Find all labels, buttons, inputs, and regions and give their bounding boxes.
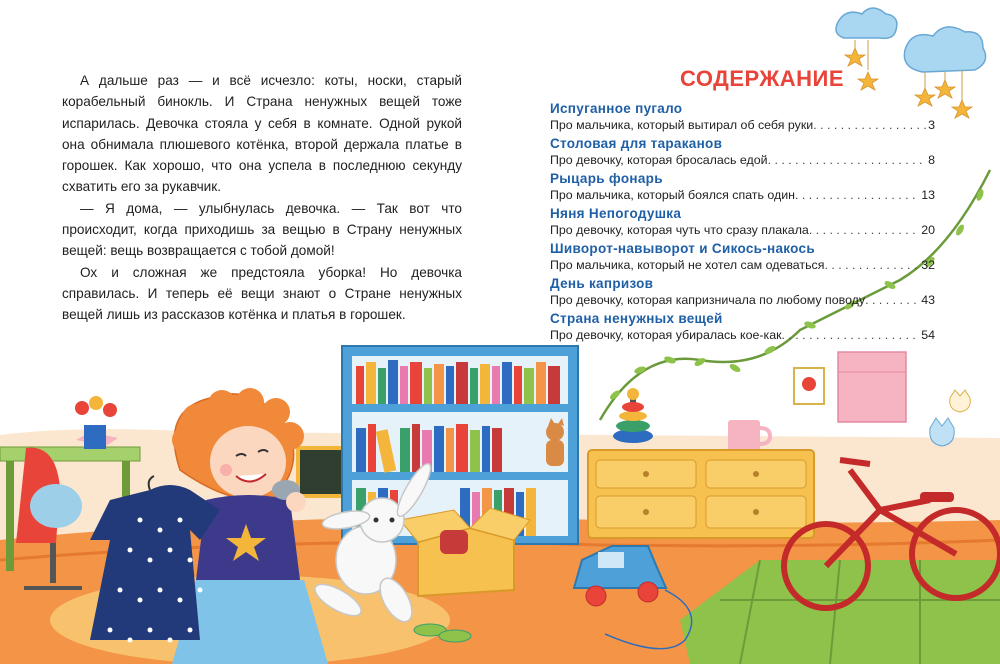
- toc-entry-title: Столовая для тараканов: [550, 136, 723, 151]
- slipper: [439, 630, 471, 642]
- toc-entry[interactable]: [550, 240, 935, 275]
- toc-page-number: 20: [921, 223, 935, 237]
- toc-entry[interactable]: [550, 170, 935, 205]
- stacking-toy: [613, 388, 653, 443]
- story-paragraph: Ох и сложная же предстояла уборка! Но девочка справилась. И теперь её вещи знают о Стране ненужных вещей лишь из рассказов котёнка и платья в горошек.: [62, 264, 462, 323]
- toc-page-number: 8: [928, 153, 935, 167]
- toc-entry[interactable]: [550, 100, 935, 135]
- toc-entry-description: Про мальчика, который вытирал об себя руки: [550, 118, 814, 132]
- dresser: [588, 450, 814, 538]
- contents-heading: СОДЕРЖАНИЕ: [680, 66, 845, 91]
- story-paragraph: — Я дома, — улыбнулась девочка. — Так вот что происходит, когда приходишь за вещью в Страну ненужных вещей: вещь возвращается с тобой домой!: [62, 200, 462, 259]
- toc-leader-dots: [813, 117, 926, 134]
- toc-page-number: 13: [921, 188, 935, 202]
- flower-pot: [84, 425, 106, 449]
- toc-entry-title: Шиворот-навыворот и Сикось-накось: [550, 241, 815, 256]
- toc-page-number: 32: [921, 258, 935, 272]
- toc-leader-dots: [824, 257, 919, 274]
- chalkboard: [298, 448, 348, 496]
- story-paragraph: А дальше раз — и всё исчезло: коты, носки, старый корабельный бинокль. И Страна ненужных вещей тоже испарилась. Девочка стояла у себя в комнате. Одной рукой она обнимала плюшевого котёнка, второй держала платье в горошек. Как хорошо, что она успела в последнюю секунду схватить его за рукавчик.: [62, 73, 462, 195]
- toc-entry-title: Рыцарь фонарь: [550, 171, 663, 186]
- toc-entry[interactable]: [550, 310, 935, 345]
- toc-entry-description: Про девочку, которая убиралась кое-как: [550, 328, 782, 342]
- toc-page-number: 43: [921, 293, 935, 307]
- toc-entry-description: Про девочку, которая чуть что сразу плакала: [550, 223, 809, 237]
- clouds-mobile: [836, 8, 986, 100]
- plush-cat: [30, 484, 82, 528]
- story-text: [62, 70, 462, 326]
- toc-entry-description: Про мальчика, который не хотел сам одеваться: [550, 258, 825, 272]
- toc-entry-description: Про мальчика, который боялся спать один: [550, 188, 795, 202]
- toc-entry[interactable]: [550, 275, 935, 310]
- toc-page-number: 3: [928, 118, 935, 132]
- toc-entry-description: Про девочку, которая бросалась едой: [550, 153, 768, 167]
- toc-entry-title: Няня Непогодушка: [550, 206, 682, 221]
- toc-leader-dots: [865, 292, 919, 309]
- toc-leader-dots: [782, 327, 920, 344]
- toc-entry-title: Страна ненужных вещей: [550, 311, 723, 326]
- cat-face-decor: [930, 418, 955, 446]
- toc-page-number: 54: [921, 328, 935, 342]
- toc-entry[interactable]: [550, 205, 935, 240]
- toc-entry-title: День капризов: [550, 276, 654, 291]
- toc-entry-description: Про девочку, которая капризничала по любому поводу: [550, 293, 866, 307]
- toc-leader-dots: [795, 187, 919, 204]
- calendar: [838, 352, 906, 422]
- table-of-contents: [550, 100, 935, 345]
- toc-entry[interactable]: [550, 135, 935, 170]
- toc-leader-dots: [768, 152, 927, 169]
- toc-entry-title: Испуганное пугало: [550, 101, 683, 116]
- toc-leader-dots: [809, 222, 919, 239]
